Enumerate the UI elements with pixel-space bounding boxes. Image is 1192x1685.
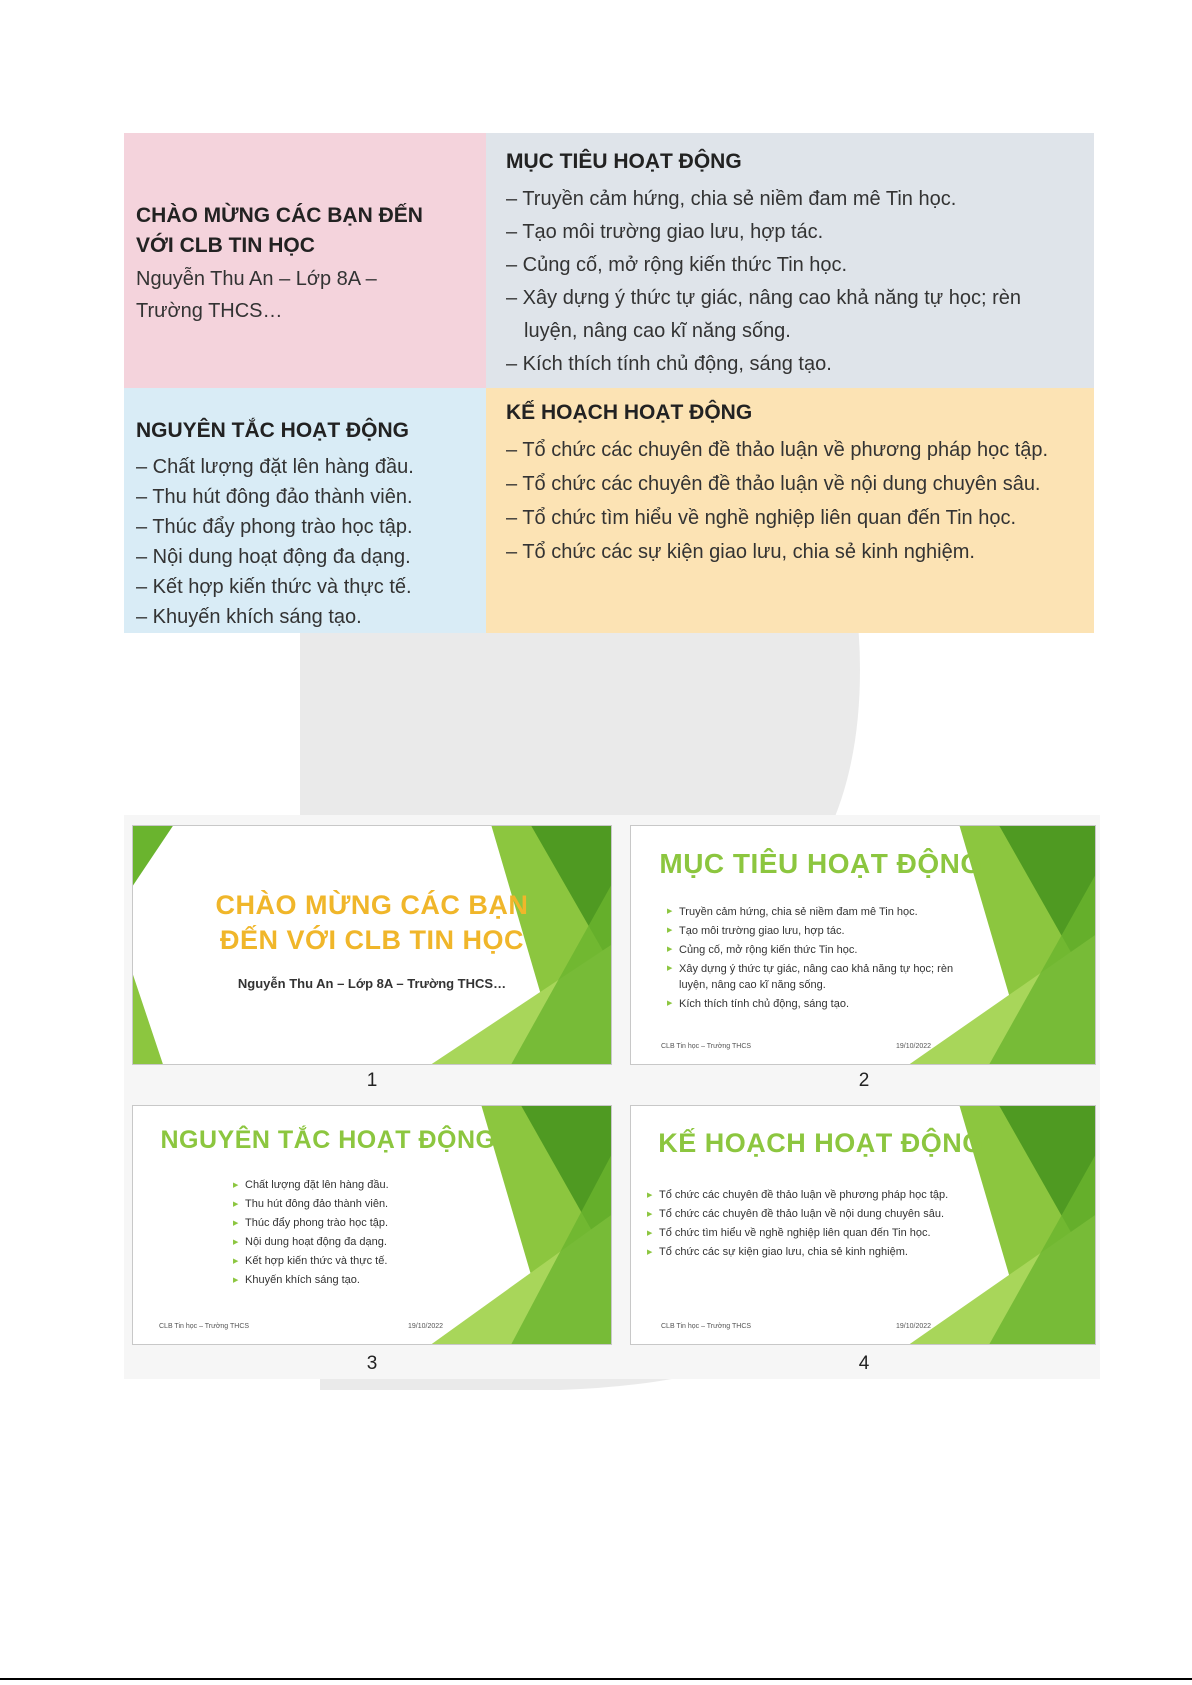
list-item: ▶ Thúc đẩy phong trào học tập. <box>233 1214 483 1233</box>
welcome-subtitle-line-1: Nguyễn Thu An – Lớp 8A – <box>136 268 377 290</box>
rules-title: NGUYÊN TẮC HOẠT ĐỘNG <box>136 419 409 442</box>
list-item: – Tổ chức các sự kiện giao lưu, chia sẻ kinh nghiệm. <box>506 541 975 563</box>
welcome-title-line-1: CHÀO MỪNG CÁC BẠN ĐẾN <box>136 204 423 227</box>
slide-number-2: 2 <box>858 1070 870 1091</box>
welcome-title <box>136 201 470 261</box>
list-item: ▶ Kích thích tính chủ động, sáng tạo. <box>667 996 967 1012</box>
slide-thumbnail-2 <box>630 825 1096 1065</box>
club-info-grid <box>124 133 1094 633</box>
goals-panel <box>486 133 1094 388</box>
page-bottom-rule <box>0 1678 1192 1680</box>
plan-list <box>506 434 1078 568</box>
list-item: ▶ Thu hút đông đảo thành viên. <box>233 1195 483 1214</box>
slide-3-footer-date: 19/10/2022 <box>408 1323 444 1330</box>
list-item: – Khuyến khích sáng tạo. <box>136 606 362 628</box>
slide-4-content <box>631 1106 1095 1344</box>
list-item: – Truyền cảm hứng, chia sẻ niềm đam mê Tin học. <box>506 188 957 210</box>
list-item: ▶ Tạo môi trường giao lưu, hợp tác. <box>667 923 967 939</box>
list-item: ▶ Củng cố, mở rộng kiến thức Tin học. <box>667 942 967 958</box>
slide-1-title <box>173 888 571 958</box>
list-item: – Tổ chức các chuyên đề thảo luận về phương pháp học tập. <box>506 439 1049 461</box>
list-item: ▶ Tổ chức các sự kiện giao lưu, chia sẻ kinh nghiệm. <box>647 1243 1007 1262</box>
list-item: – Nội dung hoạt động đa dạng. <box>136 546 411 568</box>
list-item: – Kích thích tính chủ động, sáng tạo. <box>506 353 832 375</box>
slide-1-subtitle: Nguyễn Thu An – Lớp 8A – Trường THCS… <box>237 976 507 991</box>
slide-2-content <box>631 826 1095 1064</box>
slide-thumbnails <box>124 815 1100 1379</box>
list-item: ▶ Xây dựng ý thức tự giác, nâng cao khả năng tự học; rèn luyện, nâng cao kĩ năng sống. <box>667 961 967 993</box>
slide-4-list <box>647 1186 1007 1262</box>
slide-2-footer-left: CLB Tin học – Trường THCS <box>661 1043 752 1050</box>
slide-number-1: 1 <box>366 1070 378 1091</box>
welcome-panel <box>124 133 486 388</box>
plan-panel <box>486 388 1094 633</box>
slide-3-footer-left: CLB Tin học – Trường THCS <box>159 1323 250 1330</box>
welcome-subtitle-line-2: Trường THCS… <box>136 300 283 322</box>
slide-4-footer-date: 19/10/2022 <box>896 1323 932 1330</box>
list-item: – Thúc đẩy phong trào học tập. <box>136 516 413 538</box>
rules-list <box>136 452 470 632</box>
slide-3-content <box>133 1106 611 1344</box>
welcome-title-line-2: VỚI CLB TIN HỌC <box>136 234 315 257</box>
list-item: – Tổ chức các chuyên đề thảo luận về nội dung chuyên sâu. <box>506 473 1041 495</box>
slide-2-footer-date: 19/10/2022 <box>896 1043 932 1050</box>
list-item: ▶ Tổ chức các chuyên đề thảo luận về nội dung chuyên sâu. <box>647 1205 1007 1224</box>
list-item: – Kết hợp kiến thức và thực tế. <box>136 576 412 598</box>
slide-thumbnail-1 <box>132 825 612 1065</box>
list-item: – Tạo môi trường giao lưu, hợp tác. <box>506 221 824 243</box>
plan-title: KẾ HOẠCH HOẠT ĐỘNG <box>506 401 753 424</box>
goals-list <box>506 183 1078 381</box>
list-item: ▶ Khuyến khích sáng tạo. <box>233 1271 483 1290</box>
slide-4-footer-left: CLB Tin học – Trường THCS <box>661 1323 752 1330</box>
list-item: ▶ Tổ chức các chuyên đề thảo luận về phương pháp học tập. <box>647 1186 1007 1205</box>
slide-4-title: KẾ HOẠCH HOẠT ĐỘNG <box>658 1128 984 1158</box>
slide-thumbnail-3 <box>132 1105 612 1345</box>
slide-2-list <box>667 904 967 1015</box>
slide-thumbnail-4 <box>630 1105 1096 1345</box>
slide-1-content <box>133 826 611 1064</box>
list-item: – Chất lượng đặt lên hàng đầu. <box>136 456 414 478</box>
slide-3-list <box>233 1176 483 1290</box>
list-item: ▶ Chất lượng đặt lên hàng đầu. <box>233 1176 483 1195</box>
list-item: – Thu hút đông đảo thành viên. <box>136 486 413 508</box>
list-item: ▶ Truyền cảm hứng, chia sẻ niềm đam mê Tin học. <box>667 904 967 920</box>
welcome-subtitle <box>136 263 470 327</box>
slide-number-3: 3 <box>366 1353 378 1374</box>
list-item: ▶ Nội dung hoạt động đa dạng. <box>233 1233 483 1252</box>
slide-2-title: MỤC TIÊU HOẠT ĐỘNG <box>659 848 983 879</box>
list-item: – Xây dựng ý thức tự giác, nâng cao khả năng tự học; rèn luyện, nâng cao kĩ năng sống. <box>506 287 1021 342</box>
rules-panel <box>124 388 486 633</box>
slide-number-4: 4 <box>858 1353 870 1374</box>
list-item: – Củng cố, mở rộng kiến thức Tin học. <box>506 254 848 276</box>
slide-1-title-line-1: CHÀO MỪNG CÁC BẠN <box>215 890 529 920</box>
slide-3-title: NGUYÊN TẮC HOẠT ĐỘNG <box>160 1126 496 1154</box>
list-item: – Tổ chức tìm hiểu về nghề nghiệp liên quan đến Tin học. <box>506 507 1017 529</box>
list-item: ▶ Tổ chức tìm hiểu về nghề nghiệp liên quan đến Tin học. <box>647 1224 1007 1243</box>
slide-1-title-line-2: ĐẾN VỚI CLB TIN HỌC <box>219 925 525 955</box>
list-item: ▶ Kết hợp kiến thức và thực tế. <box>233 1252 483 1271</box>
goals-title: MỤC TIÊU HOẠT ĐỘNG <box>506 150 742 173</box>
